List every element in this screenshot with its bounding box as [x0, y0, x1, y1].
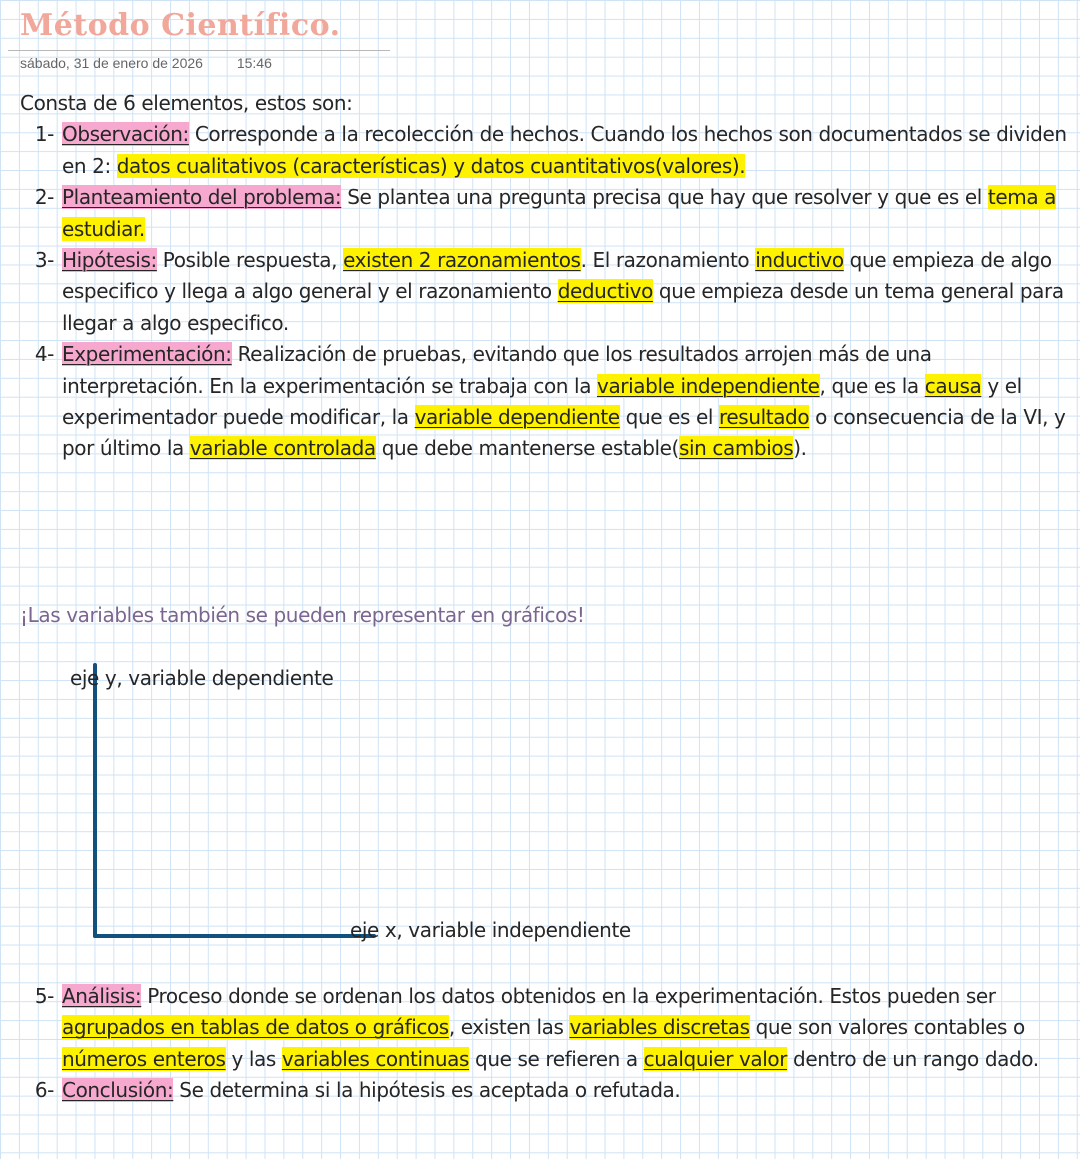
step-text: Proceso donde se ordenan los datos obtenidos en la experimentación. Estos pueden ser [141, 984, 996, 1008]
steps-list-top [20, 119, 1070, 464]
step-text: Se determina si la hipótesis es aceptada o refutada. [173, 1078, 681, 1103]
page-title: Método Científico. [20, 8, 341, 43]
step-text: Realización de pruebas, evitando que los resultados arrojen más de una interpretación. En la experimentación se trabaja con la [62, 342, 932, 398]
step-text: y el experimentador puede modificar, la [62, 373, 1022, 430]
key-highlight: cualquier valor [643, 1046, 788, 1071]
key-highlight: variables continuas [281, 1046, 470, 1071]
step-text: Se plantea una pregunta precisa que hay que resolver y que es el [341, 185, 988, 210]
step-term-highlight: Observación: [62, 122, 189, 147]
key-highlight: agrupados en tablas de datos o gráficos [62, 1015, 449, 1040]
y-axis-label: eje y, variable dependiente [70, 666, 334, 690]
key-highlight: variable independiente [597, 373, 820, 398]
step-text: que se refieren a [469, 1046, 644, 1071]
step-term-highlight: Hipótesis: [62, 248, 157, 273]
step-text: que empieza desde un tema general para llegar a algo especifico. [62, 279, 1064, 335]
step-number: 6- [34, 1078, 54, 1103]
x-axis-label: eje x, variable independiente [350, 918, 631, 942]
page-time: 15:46 [236, 55, 272, 71]
step-text: , que es la [819, 373, 925, 398]
step-term-highlight: Planteamiento del problema: [62, 185, 342, 210]
step-number: 3- [34, 248, 54, 273]
key-highlight: inductivo [755, 248, 844, 273]
key-highlight: causa [924, 373, 982, 398]
key-highlight: existen 2 razonamientos [343, 248, 581, 273]
step-text: . El razonamiento [580, 248, 756, 273]
key-highlight: variable controlada [189, 436, 376, 461]
key-highlight: variable dependiente [414, 405, 620, 430]
step-text: ). [793, 436, 807, 461]
step-text: que es el [619, 405, 720, 430]
step-text: que debe mantenerse estable( [375, 436, 679, 461]
step-hipotesis [20, 245, 1070, 339]
step-text: dentro de un rango dado. [787, 1046, 1039, 1071]
key-highlight: datos cualitativos (características) y datos cuantitativos(valores). [116, 153, 746, 178]
step-text: o consecuencia de la VI, y por último la [62, 405, 1066, 461]
steps-list-bottom [20, 981, 1070, 1107]
step-text: Posible respuesta, [156, 248, 344, 273]
key-highlight: tema a estudiar. [62, 185, 1057, 241]
key-highlight: sin cambios [678, 436, 794, 461]
step-term-highlight: Análisis: [62, 984, 142, 1008]
key-highlight: números enteros [62, 1046, 226, 1071]
key-highlight: variables discretas [569, 1015, 750, 1040]
step-text: , existen las [448, 1015, 570, 1040]
intro-text: Consta de 6 elementos, estos son: [20, 91, 353, 115]
step-number: 1- [34, 122, 54, 147]
step-number: 4- [34, 342, 54, 367]
step-text: que son valores contables o [749, 1015, 1025, 1040]
step-term-highlight: Experimentación: [62, 342, 232, 367]
step-analisis [20, 981, 1070, 1075]
graph-caption: ¡Las variables también se pueden representar en gráficos! [20, 603, 585, 627]
step-text: y las [225, 1046, 282, 1071]
step-planteamiento [20, 182, 1070, 245]
step-number: 2- [34, 185, 54, 210]
step-number: 5- [34, 984, 54, 1008]
step-text: que empieza de algo especifico y llega a algo general y el razonamiento [62, 248, 1052, 304]
step-conclusion [20, 1075, 1070, 1106]
step-experimentacion [20, 339, 1070, 465]
page-timestamp [20, 55, 272, 71]
key-highlight: resultado [719, 405, 810, 430]
key-highlight: deductivo [557, 279, 653, 304]
step-text: Corresponde a la recolección de hechos. Cuando los hechos son documentados se dividen en 2: [62, 122, 1067, 178]
title-divider [8, 50, 390, 51]
page-date: sábado, 31 de enero de 2026 [20, 55, 203, 71]
step-observacion [20, 119, 1070, 182]
step-term-highlight: Conclusión: [62, 1078, 174, 1103]
note-body-top [20, 88, 1070, 465]
note-body-bottom [20, 981, 1070, 1107]
